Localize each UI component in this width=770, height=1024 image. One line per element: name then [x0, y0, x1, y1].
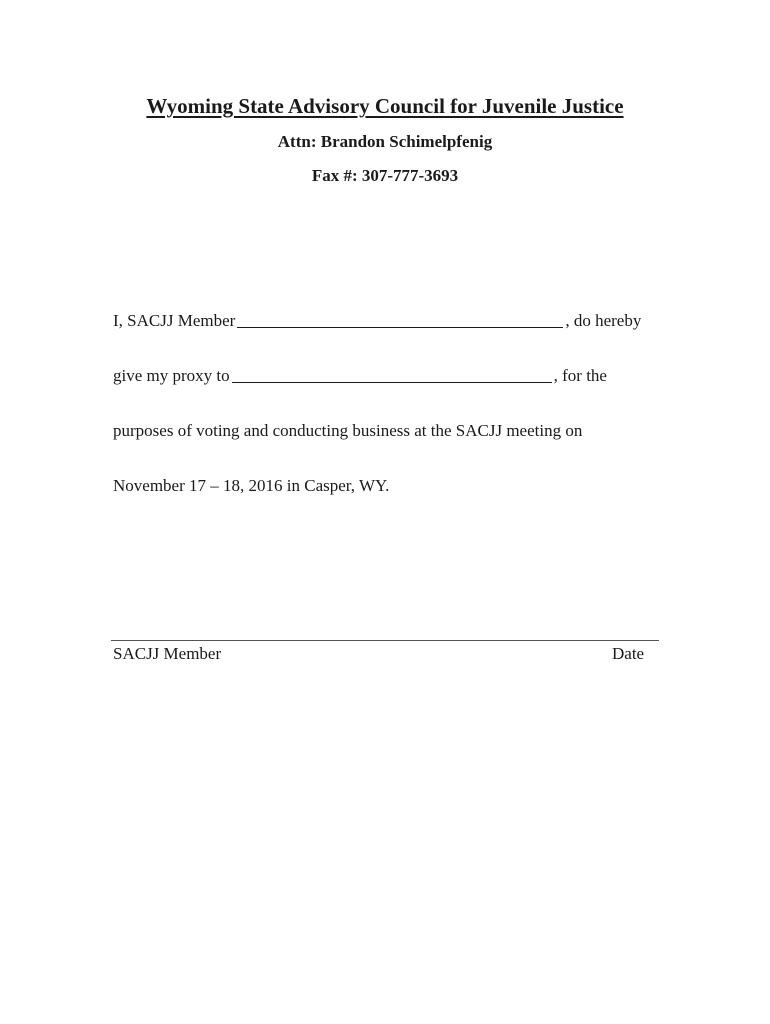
proxy-name-blank[interactable]: [232, 381, 552, 383]
proxy-suffix-text: , for the: [553, 366, 607, 385]
proxy-statement-line-1: [113, 311, 641, 331]
document-title: Wyoming State Advisory Council for Juvenile Justice: [146, 94, 624, 118]
proxy-statement-line-4: November 17 – 18, 2016 in Casper, WY.: [113, 476, 390, 495]
signature-line[interactable]: [111, 640, 659, 641]
member-prefix-text: I, SACJJ Member: [113, 311, 236, 330]
member-name-blank[interactable]: [237, 326, 563, 328]
proxy-prefix-text: give my proxy to: [113, 366, 230, 385]
signature-member-label: SACJJ Member: [113, 644, 222, 663]
attention-line: Attn: Brandon Schimelpfenig: [277, 132, 493, 151]
fax-number: Fax #: 307-777-3693: [311, 166, 459, 185]
member-suffix-text: , do hereby: [565, 311, 642, 330]
proxy-statement-line-2: [113, 366, 607, 386]
signature-date-label: Date: [612, 644, 645, 663]
proxy-statement-line-3: purposes of voting and conducting business at the SACJJ meeting on: [113, 421, 583, 440]
